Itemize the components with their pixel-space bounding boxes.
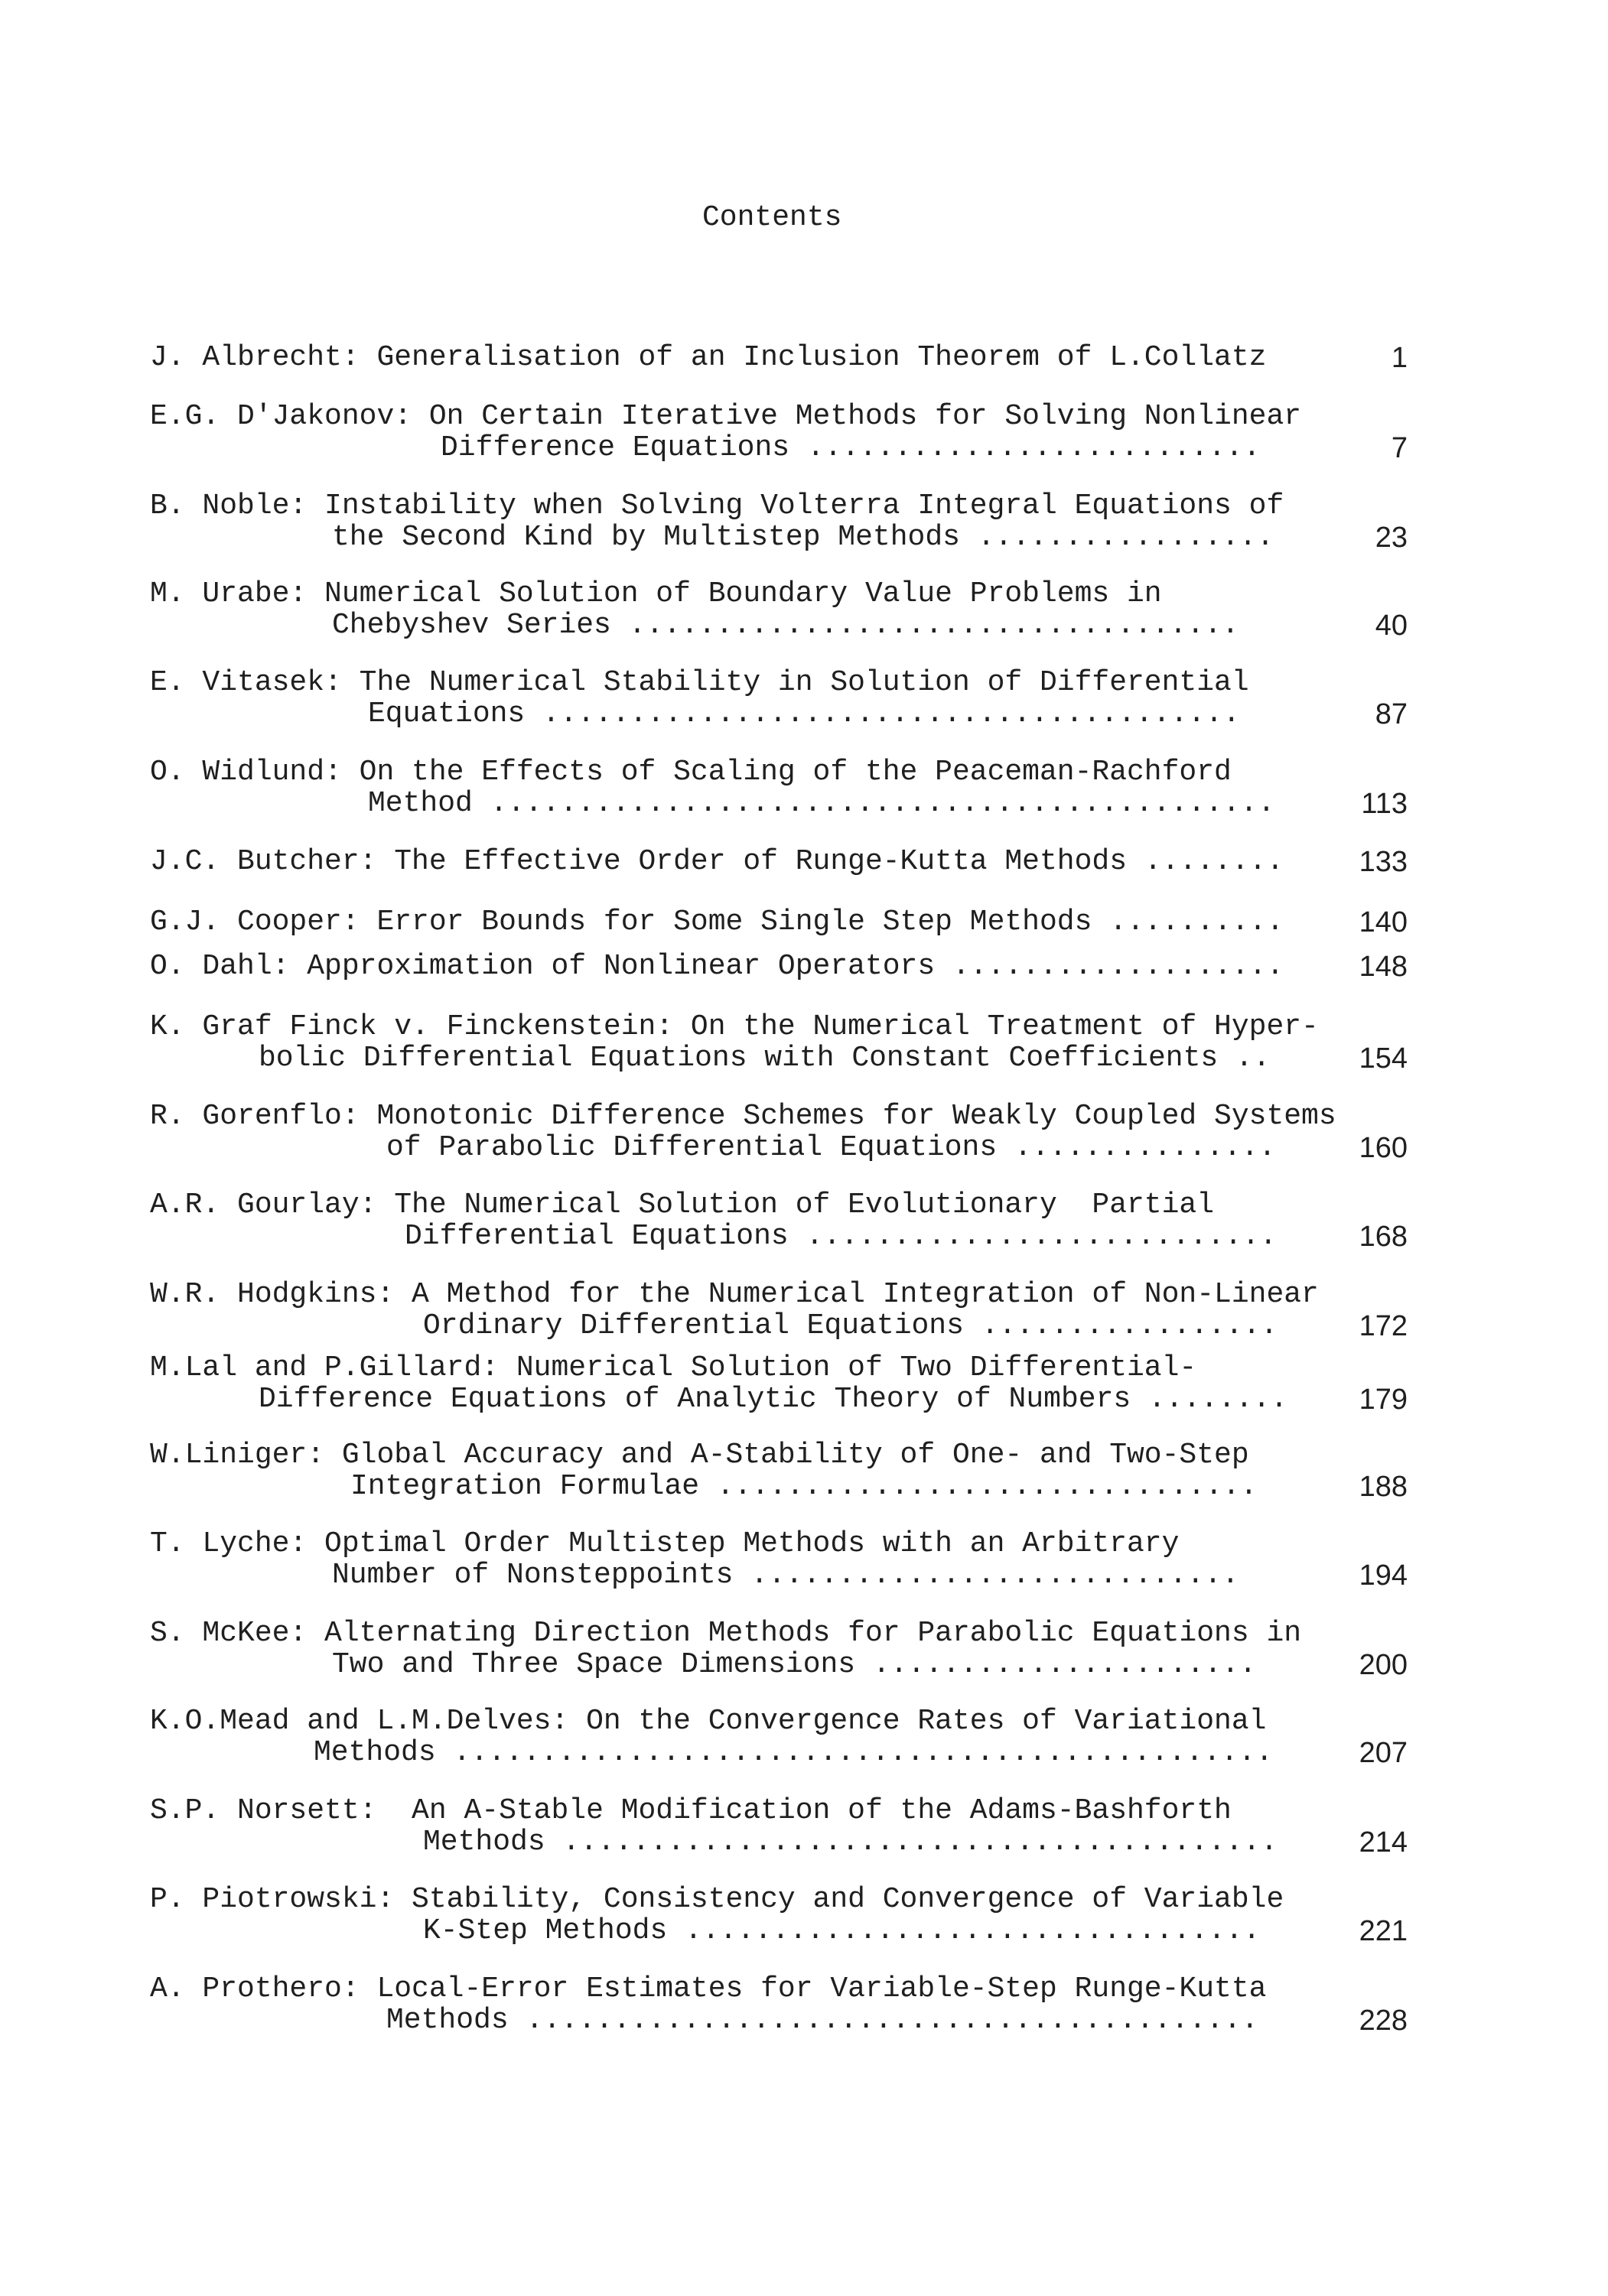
toc-page-number: 168 [1359,1221,1408,1253]
toc-page-number: 200 [1359,1649,1408,1681]
toc-entry-continuation: of Parabolic Differential Equations ............... [386,1131,1276,1164]
toc-entry-continuation: Ordinary Differential Equations ................. [423,1309,1278,1342]
toc-page-number: 179 [1359,1384,1408,1416]
toc-page-number: 188 [1359,1471,1408,1503]
toc-page-number: 1 [1391,342,1408,374]
toc-entry-continuation: Chebyshev Series ................................... [332,609,1239,642]
toc-entry-title: S.P. Norsett: An A-Stable Modification of the Adams-Bashforth [150,1794,1232,1827]
toc-page-number: 221 [1359,1915,1408,1947]
toc-page-number: 148 [1359,951,1408,983]
toc-entry-title: K. Graf Finck v. Finckenstein: On the Numerical Treatment of Hyper- [150,1010,1319,1043]
toc-entry-continuation: bolic Differential Equations with Constant Coefficients .. [259,1042,1271,1075]
toc-page-number: 154 [1359,1042,1408,1075]
toc-entry-title: A.R. Gourlay: The Numerical Solution of Evolutionary Partial [150,1189,1215,1221]
toc-entry-continuation: Two and Three Space Dimensions ...................... [332,1648,1257,1681]
toc-page-number: 113 [1361,788,1408,820]
toc-page-number: 23 [1375,522,1408,554]
toc-entry-title: M. Urabe: Numerical Solution of Boundary Value Problems in [150,577,1162,610]
toc-page-number: 7 [1391,432,1408,464]
toc-entry-continuation: K-Step Methods ................................. [423,1914,1261,1947]
toc-entry-title: P. Piotrowski: Stability, Consistency and Convergence of Variable [150,1883,1284,1916]
toc-page-number: 140 [1359,906,1408,938]
toc-entry-title: G.J. Cooper: Error Bounds for Some Single Step Methods .......... [150,906,1284,938]
toc-entry-title: E. Vitasek: The Numerical Stability in Solution of Differential [150,666,1249,699]
toc-page-number: 160 [1359,1132,1408,1164]
toc-entry-continuation: Methods ............................................... [314,1736,1274,1769]
toc-page-number: 172 [1359,1310,1408,1342]
toc-page-number: 214 [1359,1826,1408,1859]
page-title: Contents [702,201,842,234]
toc-entry-title: K.O.Mead and L.M.Delves: On the Convergence Rates of Variational [150,1705,1267,1738]
toc-entry-title: A. Prothero: Local-Error Estimates for Variable-Step Runge-Kutta [150,1972,1267,2005]
toc-page-number: 87 [1375,698,1408,730]
toc-entry-title: W.Liniger: Global Accuracy and A-Stability of One- and Two-Step [150,1439,1249,1472]
toc-entry-continuation: Difference Equations of Analytic Theory of Numbers ........ [259,1383,1288,1416]
toc-entry-continuation: Method ............................................. [368,787,1275,820]
toc-page-number: 194 [1359,1559,1408,1592]
toc-entry-title: J.C. Butcher: The Effective Order of Runge-Kutta Methods ........ [150,845,1284,878]
toc-entry-title: M.Lal and P.Gillard: Numerical Solution of Two Differential- [150,1351,1197,1384]
toc-entry-continuation: Methods .......................................... [386,2004,1259,2037]
toc-entry-title: O. Dahl: Approximation of Nonlinear Operators ................... [150,950,1284,983]
toc-entry-continuation: Equations ........................................ [368,698,1241,730]
toc-entry-continuation: Integration Formulae ............................... [350,1470,1258,1503]
toc-entry-title: S. McKee: Alternating Direction Methods for Parabolic Equations in [150,1617,1302,1650]
toc-entry-title: J. Albrecht: Generalisation of an Inclusion Theorem of L.Collatz [150,341,1267,374]
toc-page-number: 40 [1375,610,1408,642]
toc-entry-title: O. Widlund: On the Effects of Scaling of the Peaceman-Rachford [150,756,1232,789]
toc-entry-continuation: Difference Equations .......................... [441,431,1261,464]
toc-entry-title: E.G. D'Jakonov: On Certain Iterative Methods for Solving Nonlinear [150,400,1302,433]
toc-entry-title: B. Noble: Instability when Solving Volterra Integral Equations of [150,489,1284,522]
toc-entry-continuation: the Second Kind by Multistep Methods ................. [332,521,1274,554]
toc-entry-title: T. Lyche: Optimal Order Multistep Methods with an Arbitrary [150,1527,1180,1560]
toc-entry-continuation: Methods ......................................... [423,1826,1278,1859]
toc-entry-title: W.R. Hodgkins: A Method for the Numerical Integration of Non-Linear [150,1278,1319,1311]
toc-page-number: 133 [1359,846,1408,878]
toc-entry-continuation: Differential Equations ........................... [405,1220,1278,1253]
toc-page-number: 228 [1359,2005,1408,2037]
toc-entry-continuation: Number of Nonsteppoints ............................ [332,1559,1239,1592]
toc-entry-title: R. Gorenflo: Monotonic Difference Schemes for Weakly Coupled Systems [150,1100,1336,1133]
toc-page-number: 207 [1359,1737,1408,1769]
